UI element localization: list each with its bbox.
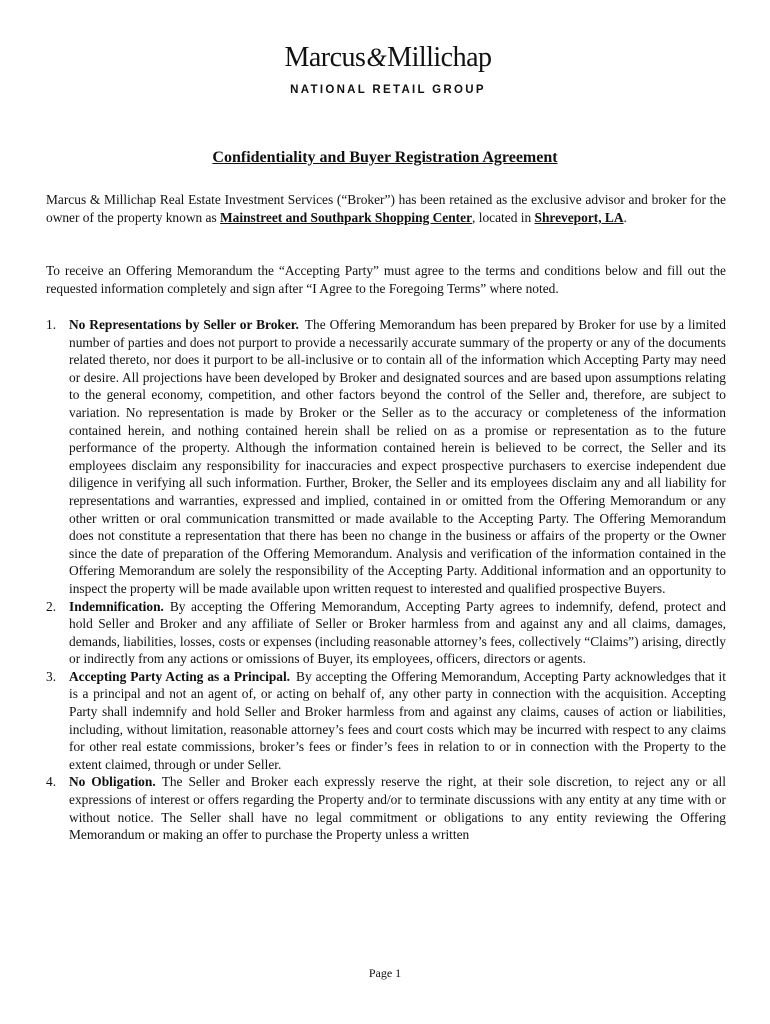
logo-wordmark xyxy=(283,42,493,74)
term-heading: Accepting Party Acting as a Principal. xyxy=(69,668,291,684)
term-text: By accepting the Offering Memorandum, Accepting Party acknowledges that it is a principal and not an agent of, or acting on behalf of, any other party in connection with the acquisition. Accepting Party shall indemnify and hold Seller and Broker harmless from and against any claims, causes of action or liabilities, including, without limitation, reasonable attorney’s fees and court costs which may be incurred with respect to any claims for other real estate commissions, broker’s fees or finder’s fees in relation to or in connection with the Property to the extent claimed, through or under Seller. xyxy=(69,668,726,772)
logo-ampersand: & xyxy=(366,43,387,72)
term-heading: No Obligation. xyxy=(69,774,156,790)
term-text: The Offering Memorandum has been prepared by Broker for use by a limited number of parties and does not purport to provide a necessarily accurate summary of the property or any of the documents related thereto, nor does it purport to be all-inclusive or to contain all of the information which Accepting Party may need or desire. All projections have been developed by Broker and designated sources and are based upon assumptions relating to the general economy, competition, and other factors beyond the control of the Seller and, therefore, are subject to variation. No representation is made by Broker or the Seller as to the accuracy or completeness of the information contained herein, and nothing contained herein shall be relied on as a promise or representation as to the future performance of the property. Although the information contained herein is believed to be correct, the Seller and its employees disclaim any responsibility for inaccuracies and expect prospective purchasers to exercise independent due diligence in verifying all such information. Further, Broker, the Seller and its employees disclaim any and all liability for representations and warranties, expressed and implied, contained in or omitted from the Offering Memorandum or any other written or oral communication transmitted or made available to the Accepting Party. The Offering Memorandum does not constitute a representation that there has been no change in the business or affairs of the property or the Owner since the date of preparation of the Offering Memorandum. Analysis and verification of the information contained in the Offering Memorandum are solely the responsibility of the Accepting Party. Additional information and an opportunity to inspect the property will be made available upon written request to interested and qualified prospective Buyers. xyxy=(69,317,726,596)
term-text: The Seller and Broker each expressly reserve the right, at their sole discretion, to reject any or all expressions of interest or offers regarding the Property and/or to terminate discussions with any entity at any time with or without notice. The Seller shall have no legal commitment or obligations to any entity reviewing the Offering Memorandum or making an offer to purchase the Property unless a written xyxy=(69,774,727,843)
logo-subtitle: NATIONAL RETAIL GROUP xyxy=(290,84,486,96)
logo-name-left: Marcus xyxy=(284,42,366,73)
company-logo xyxy=(283,42,493,96)
term-number: 3. xyxy=(46,668,57,684)
document-title: Confidentiality and Buyer Registration Agreement xyxy=(212,149,558,166)
intro-text-middle: , located in xyxy=(472,209,535,225)
intro-text-end: . xyxy=(623,209,627,225)
term-number: 4. xyxy=(46,774,57,790)
property-name: Mainstreet and Southpark Shopping Center xyxy=(220,209,473,225)
terms-list xyxy=(46,316,726,844)
page-number: Page 1 xyxy=(368,966,402,980)
term-heading: Indemnification. xyxy=(69,598,164,614)
term-number: 2. xyxy=(46,598,57,614)
term-heading: No Representations by Seller or Broker. xyxy=(69,317,299,332)
term-item xyxy=(46,773,726,843)
property-location: Shreveport, LA xyxy=(534,209,624,225)
term-item xyxy=(46,668,726,774)
term-item xyxy=(46,598,726,668)
instructions-paragraph: To receive an Offering Memorandum the “Accepting Party” must agree to the terms and conditions below and fill out the requested information completely and sign after “I Agree to the Foregoing Terms” where noted. xyxy=(46,263,726,296)
term-text: By accepting the Offering Memorandum, Accepting Party agrees to indemnify, defend, protect and hold Seller and Broker and any affiliate of Seller or Broker harmless from and against any and all claims, damages, demands, liabilities, losses, costs or expenses (including reasonable attorney’s fees, collectively “Claims”) arising, directly or indirectly from any actions or omissions of Buyer, its employees, officers, directors or agents. xyxy=(69,598,726,667)
intro-text-before: Marcus & Millichap Real Estate Investment Services (“Broker”) has been retained as the exclusive advisor and broker for the owner of the property known as xyxy=(46,192,726,225)
term-item xyxy=(46,316,726,598)
term-number: 1. xyxy=(46,317,57,332)
intro-paragraph xyxy=(46,191,726,226)
logo-name-right: Millichap xyxy=(387,42,492,73)
